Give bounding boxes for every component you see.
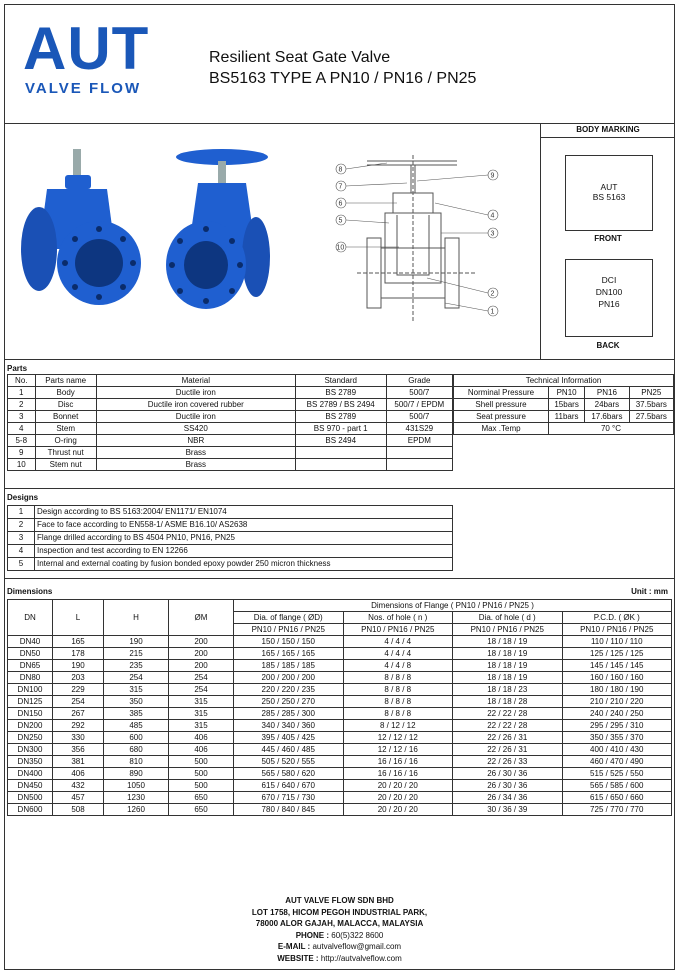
parts-header: No. bbox=[8, 375, 36, 387]
cell: BS 2789 bbox=[295, 411, 386, 423]
valve-photo-side bbox=[160, 145, 290, 320]
cell: 267 bbox=[53, 708, 104, 720]
cell: 395 / 405 / 425 bbox=[234, 732, 344, 744]
callout-3: 3 bbox=[490, 230, 495, 238]
callout-2: 2 bbox=[490, 290, 495, 298]
cell: 432 bbox=[53, 780, 104, 792]
cell: 200 bbox=[169, 660, 234, 672]
cell: 460 / 470 / 490 bbox=[562, 756, 672, 768]
email-label: E-MAIL : bbox=[277, 942, 311, 951]
table-row bbox=[8, 768, 672, 780]
cell: Max .Temp bbox=[454, 423, 549, 435]
cell: 18 / 18 / 23 bbox=[453, 684, 563, 696]
back-label: BACK bbox=[596, 341, 620, 350]
cell: 235 bbox=[104, 660, 169, 672]
cell: 30 / 36 / 39 bbox=[453, 804, 563, 816]
cell: Bonnet bbox=[35, 411, 96, 423]
phone-number: 60(5)322 8600 bbox=[331, 930, 384, 940]
phone-label: PHONE : bbox=[295, 930, 330, 940]
cell: 11bars bbox=[549, 411, 585, 423]
cell: 9 bbox=[8, 447, 36, 459]
cell: DN300 bbox=[8, 744, 53, 756]
cell: 110 / 110 / 110 bbox=[562, 636, 672, 648]
pn-label: PN10 / PN16 / PN25 bbox=[453, 624, 563, 636]
cell: NBR bbox=[96, 435, 295, 447]
cell: 515 / 525 / 550 bbox=[562, 768, 672, 780]
cell: 20 / 20 / 20 bbox=[343, 804, 453, 816]
cell: 150 / 150 / 150 bbox=[234, 636, 344, 648]
cell: 22 / 26 / 31 bbox=[453, 744, 563, 756]
cell: 315 bbox=[169, 720, 234, 732]
table-row bbox=[8, 660, 672, 672]
table-row bbox=[8, 447, 453, 459]
callout-1: 1 bbox=[490, 308, 495, 316]
cell: 17.6bars bbox=[585, 411, 629, 423]
cell: 15bars bbox=[549, 399, 585, 411]
parts-header: Grade bbox=[386, 375, 452, 387]
cell: 457 bbox=[53, 792, 104, 804]
cell: 3 bbox=[8, 411, 36, 423]
cell: 200 bbox=[169, 648, 234, 660]
cell: 145 / 145 / 145 bbox=[562, 660, 672, 672]
callout-9: 9 bbox=[490, 172, 495, 180]
cell: 18 / 18 / 28 bbox=[453, 696, 563, 708]
cell: 20 / 20 / 20 bbox=[343, 780, 453, 792]
cell: 24bars bbox=[585, 399, 629, 411]
callout-6: 6 bbox=[338, 200, 343, 208]
cell: PN25 bbox=[629, 387, 673, 399]
cell bbox=[295, 459, 386, 471]
cell: Stem nut bbox=[35, 459, 96, 471]
cell: 406 bbox=[169, 744, 234, 756]
cell bbox=[386, 459, 452, 471]
company-name: AUT VALVE FLOW SDN BHD bbox=[285, 896, 394, 905]
table-row bbox=[8, 720, 672, 732]
cell: 8 / 8 / 8 bbox=[343, 696, 453, 708]
cell: 215 bbox=[104, 648, 169, 660]
cell: DN400 bbox=[8, 768, 53, 780]
cell: DN125 bbox=[8, 696, 53, 708]
cell: 4 / 4 / 4 bbox=[343, 636, 453, 648]
table-row bbox=[8, 558, 453, 571]
col-header: ØM bbox=[169, 600, 234, 636]
callout-8: 8 bbox=[338, 166, 343, 174]
cell: DN50 bbox=[8, 648, 53, 660]
cell: 500 bbox=[169, 756, 234, 768]
cell: 315 bbox=[169, 696, 234, 708]
cell: Ductile iron bbox=[96, 387, 295, 399]
cell: 2 bbox=[8, 399, 36, 411]
cell: 381 bbox=[53, 756, 104, 768]
cell: SS420 bbox=[96, 423, 295, 435]
cell: 565 / 580 / 620 bbox=[234, 768, 344, 780]
callout-7: 7 bbox=[338, 183, 343, 191]
cell: 26 / 34 / 36 bbox=[453, 792, 563, 804]
cell: BS 970 - part 1 bbox=[295, 423, 386, 435]
table-row bbox=[454, 423, 674, 435]
cell: DN40 bbox=[8, 636, 53, 648]
cell: 12 / 12 / 12 bbox=[343, 732, 453, 744]
cell: 8 / 8 / 8 bbox=[343, 672, 453, 684]
logo-subtitle: VALVE FLOW bbox=[25, 80, 142, 97]
cell: 500/7 / EPDM bbox=[386, 399, 452, 411]
title-line-2: BS5163 TYPE A PN10 / PN16 / PN25 bbox=[209, 70, 477, 87]
cell: BS 2494 bbox=[295, 435, 386, 447]
col-header: H bbox=[104, 600, 169, 636]
front-line-2: BS 5163 bbox=[592, 192, 626, 202]
cell: 500 bbox=[169, 780, 234, 792]
cell: 406 bbox=[169, 732, 234, 744]
cell: 340 / 340 / 360 bbox=[234, 720, 344, 732]
cell: Ductile iron covered rubber bbox=[96, 399, 295, 411]
table-row bbox=[8, 708, 672, 720]
cell: Stem bbox=[35, 423, 96, 435]
cell: 254 bbox=[169, 672, 234, 684]
cell: 350 / 355 / 370 bbox=[562, 732, 672, 744]
col-header: P.C.D. ( ØK ) bbox=[562, 612, 672, 624]
cell: 18 / 18 / 19 bbox=[453, 636, 563, 648]
address-line-2: 78000 ALOR GAJAH, MALACCA, MALAYSIA bbox=[255, 919, 424, 928]
cell: PN16 bbox=[585, 387, 629, 399]
cell: 500/7 bbox=[386, 411, 452, 423]
cell: 400 / 410 / 430 bbox=[562, 744, 672, 756]
dimensions-table bbox=[7, 599, 672, 816]
table-row bbox=[8, 435, 453, 447]
cell: 485 bbox=[104, 720, 169, 732]
cell: 250 / 250 / 270 bbox=[234, 696, 344, 708]
col-header: Dia. of hole ( d ) bbox=[453, 612, 563, 624]
front-marking-box bbox=[565, 155, 653, 231]
cell: 385 bbox=[104, 708, 169, 720]
cell: EPDM bbox=[386, 435, 452, 447]
cell: 3 bbox=[8, 532, 35, 545]
callout-5: 5 bbox=[338, 217, 343, 225]
technical-info-table bbox=[453, 374, 674, 435]
cell: 4 / 4 / 8 bbox=[343, 660, 453, 672]
table-row bbox=[8, 792, 672, 804]
divider bbox=[5, 578, 674, 579]
table-row bbox=[8, 648, 672, 660]
cell: 5 bbox=[8, 558, 35, 571]
cell: 185 / 185 / 185 bbox=[234, 660, 344, 672]
cell: 178 bbox=[53, 648, 104, 660]
cell: 18 / 18 / 19 bbox=[453, 672, 563, 684]
valve-section-diagram bbox=[327, 153, 507, 333]
cell: 505 / 520 / 555 bbox=[234, 756, 344, 768]
cell: 8 / 8 / 8 bbox=[343, 684, 453, 696]
parts-header: Material bbox=[96, 375, 295, 387]
cell: Face to face according to EN558-1/ ASME B16.10/ AS2638 bbox=[35, 519, 453, 532]
pn-label: PN10 / PN16 / PN25 bbox=[234, 624, 344, 636]
cell: O-ring bbox=[35, 435, 96, 447]
designs-section-title: Designs bbox=[7, 493, 39, 502]
cell: 160 / 160 / 160 bbox=[562, 672, 672, 684]
cell: 1 bbox=[8, 506, 35, 519]
body-marking-heading: BODY MARKING bbox=[541, 123, 675, 138]
cell: 295 / 295 / 310 bbox=[562, 720, 672, 732]
table-row bbox=[8, 696, 672, 708]
front-label: FRONT bbox=[594, 234, 622, 243]
cell: 445 / 460 / 485 bbox=[234, 744, 344, 756]
cell: 18 / 18 / 19 bbox=[453, 660, 563, 672]
website-label: WEBSITE : bbox=[277, 953, 319, 963]
cell: 180 / 180 / 190 bbox=[562, 684, 672, 696]
cell: 615 / 640 / 670 bbox=[234, 780, 344, 792]
cell: DN600 bbox=[8, 804, 53, 816]
cell: 26 / 30 / 36 bbox=[453, 780, 563, 792]
cell: Disc bbox=[35, 399, 96, 411]
cell: 600 bbox=[104, 732, 169, 744]
cell: 37.5bars bbox=[629, 399, 673, 411]
cell: 890 bbox=[104, 768, 169, 780]
designs-table bbox=[7, 505, 453, 571]
parts-header: Standard bbox=[295, 375, 386, 387]
back-line-3: PN16 bbox=[598, 299, 620, 309]
back-marking-box bbox=[565, 259, 653, 337]
cell: 680 bbox=[104, 744, 169, 756]
cell bbox=[386, 447, 452, 459]
cell: DN150 bbox=[8, 708, 53, 720]
cell: 220 / 220 / 235 bbox=[234, 684, 344, 696]
cell: 650 bbox=[169, 804, 234, 816]
cell: 500 bbox=[169, 768, 234, 780]
header bbox=[5, 5, 674, 124]
cell: 210 / 210 / 220 bbox=[562, 696, 672, 708]
cell: DN450 bbox=[8, 780, 53, 792]
cell: 190 bbox=[53, 660, 104, 672]
cell: PN10 bbox=[549, 387, 585, 399]
cell: 4 bbox=[8, 545, 35, 558]
cell: 16 / 16 / 16 bbox=[343, 756, 453, 768]
pn-label: PN10 / PN16 / PN25 bbox=[562, 624, 672, 636]
col-header: Nos. of hole ( n ) bbox=[343, 612, 453, 624]
cell: 285 / 285 / 300 bbox=[234, 708, 344, 720]
cell: 200 / 200 / 200 bbox=[234, 672, 344, 684]
table-row bbox=[8, 519, 453, 532]
table-row bbox=[8, 732, 672, 744]
col-header: DN bbox=[8, 600, 53, 636]
cell: Body bbox=[35, 387, 96, 399]
parts-header: Parts name bbox=[35, 375, 96, 387]
cell: 292 bbox=[53, 720, 104, 732]
flange-header: Dimensions of Flange ( PN10 / PN16 / PN25 ) bbox=[234, 600, 672, 612]
cell bbox=[295, 447, 386, 459]
cell: DN80 bbox=[8, 672, 53, 684]
cell: 810 bbox=[104, 756, 169, 768]
back-line-1: DCI bbox=[601, 275, 617, 285]
cell: 10 bbox=[8, 459, 36, 471]
cell: 4 bbox=[8, 423, 36, 435]
pn-label: PN10 / PN16 / PN25 bbox=[343, 624, 453, 636]
parts-section-title: Parts bbox=[7, 364, 28, 373]
callout-4: 4 bbox=[490, 212, 495, 220]
table-row bbox=[8, 387, 453, 399]
cell: 254 bbox=[169, 684, 234, 696]
cell: Design according to BS 5163:2004/ EN1171/ EN1074 bbox=[35, 506, 453, 519]
cell: 229 bbox=[53, 684, 104, 696]
table-row bbox=[8, 744, 672, 756]
cell: 12 / 12 / 16 bbox=[343, 744, 453, 756]
cell: 8 / 12 / 12 bbox=[343, 720, 453, 732]
cell: 22 / 22 / 28 bbox=[453, 720, 563, 732]
cell: 356 bbox=[53, 744, 104, 756]
cell: 1050 bbox=[104, 780, 169, 792]
table-row bbox=[8, 545, 453, 558]
cell: BS 2789 bbox=[295, 387, 386, 399]
cell: Internal and external coating by fusion bonded epoxy powder 250 micron thickness bbox=[35, 558, 453, 571]
cell: 330 bbox=[53, 732, 104, 744]
dimensions-section-title: Dimensions bbox=[7, 587, 53, 596]
cell: Inspection and test according to EN 12266 bbox=[35, 545, 453, 558]
body-marking-panel bbox=[540, 123, 675, 359]
cell: DN200 bbox=[8, 720, 53, 732]
footer bbox=[5, 895, 674, 964]
cell: 200 bbox=[169, 636, 234, 648]
document-title bbox=[209, 47, 476, 89]
cell: 2 bbox=[8, 519, 35, 532]
cell: Flange drilled according to BS 4504 PN10, PN16, PN25 bbox=[35, 532, 453, 545]
cell: 125 / 125 / 125 bbox=[562, 648, 672, 660]
cell: 315 bbox=[104, 684, 169, 696]
cell: 1 bbox=[8, 387, 36, 399]
website-link[interactable]: http://autvalveflow.com bbox=[320, 953, 402, 963]
cell: Thrust nut bbox=[35, 447, 96, 459]
cell: 22 / 26 / 33 bbox=[453, 756, 563, 768]
title-line-1: Resilient Seat Gate Valve bbox=[209, 49, 391, 66]
cell: DN100 bbox=[8, 684, 53, 696]
cell: 254 bbox=[104, 672, 169, 684]
cell: 565 / 585 / 600 bbox=[562, 780, 672, 792]
cell: 315 bbox=[169, 708, 234, 720]
table-row bbox=[454, 387, 674, 399]
cell: Brass bbox=[96, 447, 295, 459]
cell: 16 / 16 / 16 bbox=[343, 768, 453, 780]
cell: 165 / 165 / 165 bbox=[234, 648, 344, 660]
cell: 406 bbox=[53, 768, 104, 780]
table-row bbox=[8, 506, 453, 519]
cell: 1230 bbox=[104, 792, 169, 804]
cell: Ductile iron bbox=[96, 411, 295, 423]
cell: 780 / 840 / 845 bbox=[234, 804, 344, 816]
cell: 20 / 20 / 20 bbox=[343, 792, 453, 804]
cell: DN500 bbox=[8, 792, 53, 804]
cell: 4 / 4 / 4 bbox=[343, 648, 453, 660]
table-row bbox=[8, 459, 453, 471]
cell: 70 °C bbox=[549, 423, 674, 435]
cell: 22 / 22 / 28 bbox=[453, 708, 563, 720]
table-row bbox=[454, 399, 674, 411]
datasheet bbox=[4, 4, 675, 970]
cell: 8 / 8 / 8 bbox=[343, 708, 453, 720]
table-row bbox=[8, 684, 672, 696]
cell: 18 / 18 / 19 bbox=[453, 648, 563, 660]
cell: 240 / 240 / 250 bbox=[562, 708, 672, 720]
table-row bbox=[8, 804, 672, 816]
cell: 670 / 715 / 730 bbox=[234, 792, 344, 804]
cell: DN250 bbox=[8, 732, 53, 744]
cell: 203 bbox=[53, 672, 104, 684]
front-line-1: AUT bbox=[600, 182, 618, 192]
valve-photo-front bbox=[17, 145, 147, 315]
col-header: Dia. of flange ( ØD) bbox=[234, 612, 344, 624]
cell: 725 / 770 / 770 bbox=[562, 804, 672, 816]
cell: DN350 bbox=[8, 756, 53, 768]
cell: 5-8 bbox=[8, 435, 36, 447]
cell: Shell pressure bbox=[454, 399, 549, 411]
address-line-1: LOT 1758, HICOM PEGOH INDUSTRIAL PARK, bbox=[251, 907, 428, 917]
product-images bbox=[5, 123, 674, 360]
cell: Norminal Pressure bbox=[454, 387, 549, 399]
cell: 27.5bars bbox=[629, 411, 673, 423]
email-link[interactable]: autvalveflow@gmail.com bbox=[312, 942, 402, 951]
cell: 190 bbox=[104, 636, 169, 648]
parts-table bbox=[7, 374, 453, 471]
table-row bbox=[8, 532, 453, 545]
back-line-2: DN100 bbox=[595, 287, 623, 297]
table-row bbox=[454, 411, 674, 423]
divider bbox=[5, 488, 674, 489]
cell: 431S29 bbox=[386, 423, 452, 435]
technical-title: Technical Information bbox=[454, 375, 674, 387]
table-row bbox=[8, 411, 453, 423]
cell: 254 bbox=[53, 696, 104, 708]
table-row bbox=[8, 672, 672, 684]
table-row bbox=[8, 780, 672, 792]
unit-label: Unit : mm bbox=[631, 587, 668, 596]
callout-10: 10 bbox=[336, 244, 345, 252]
cell: 508 bbox=[53, 804, 104, 816]
cell: Brass bbox=[96, 459, 295, 471]
cell: 500/7 bbox=[386, 387, 452, 399]
logo: AUT bbox=[23, 15, 150, 82]
cell: 26 / 30 / 36 bbox=[453, 768, 563, 780]
cell: 615 / 650 / 660 bbox=[562, 792, 672, 804]
cell: 22 / 26 / 31 bbox=[453, 732, 563, 744]
table-row bbox=[8, 756, 672, 768]
cell: DN65 bbox=[8, 660, 53, 672]
cell: Seat pressure bbox=[454, 411, 549, 423]
cell: 350 bbox=[104, 696, 169, 708]
cell: BS 2789 / BS 2494 bbox=[295, 399, 386, 411]
table-row bbox=[8, 399, 453, 411]
cell: 1260 bbox=[104, 804, 169, 816]
cell: 650 bbox=[169, 792, 234, 804]
table-row bbox=[8, 423, 453, 435]
table-row bbox=[8, 636, 672, 648]
col-header: L bbox=[53, 600, 104, 636]
cell: 165 bbox=[53, 636, 104, 648]
